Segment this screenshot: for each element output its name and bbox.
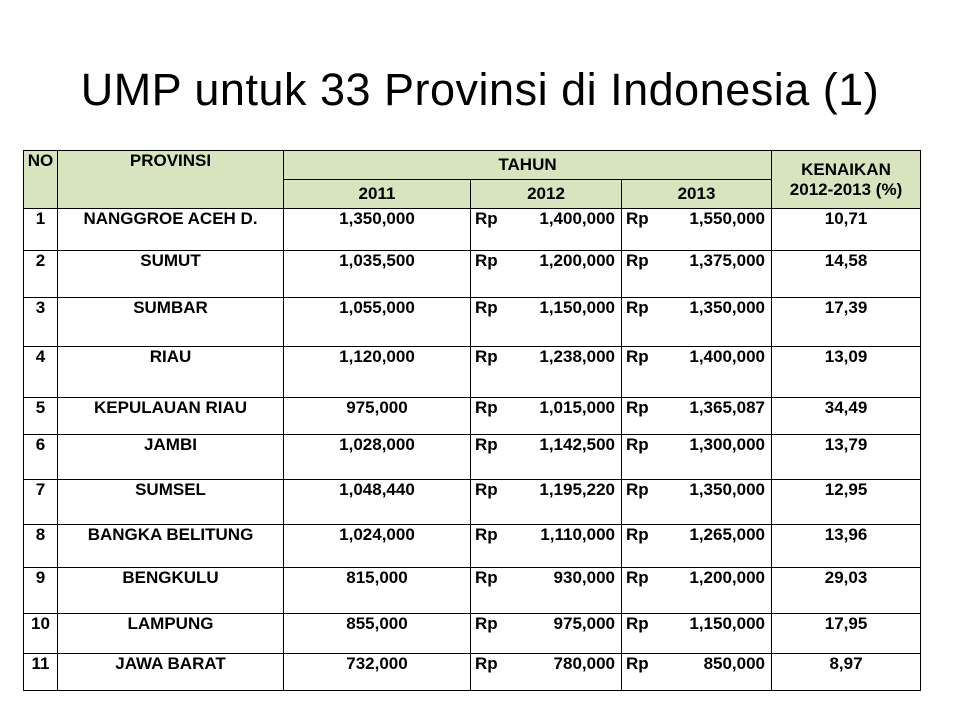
row-provinsi: LAMPUNG [58, 614, 284, 654]
currency-label: Rp [626, 480, 649, 499]
row-kenaikan: 17,95 [772, 614, 921, 654]
row-kenaikan: 17,39 [772, 298, 921, 347]
table-row [24, 525, 921, 568]
row-kenaikan: 34,49 [772, 398, 921, 435]
header-kenaikan-line2: 2012-2013 (%) [789, 179, 903, 199]
currency-label: Rp [475, 435, 498, 454]
header-provinsi: PROVINSI [58, 151, 284, 209]
header-year-2013: 2013 [622, 180, 772, 209]
row-no: 3 [24, 298, 58, 347]
row-2012 [471, 251, 622, 298]
header-year-2011: 2011 [284, 180, 471, 209]
ump-table [23, 150, 921, 691]
row-2011: 1,048,440 [284, 480, 471, 525]
row-2013 [622, 525, 772, 568]
value-2012: 975,000 [553, 614, 615, 633]
row-2011: 1,024,000 [284, 525, 471, 568]
row-2012 [471, 347, 622, 398]
table-row [24, 614, 921, 654]
row-2013 [622, 568, 772, 614]
row-no: 2 [24, 251, 58, 298]
currency-label: Rp [475, 654, 498, 673]
row-no: 1 [24, 209, 58, 251]
row-provinsi: RIAU [58, 347, 284, 398]
row-kenaikan: 10,71 [772, 209, 921, 251]
value-2012: 1,200,000 [539, 251, 615, 270]
row-kenaikan: 13,79 [772, 435, 921, 480]
row-provinsi: BENGKULU [58, 568, 284, 614]
table-row [24, 568, 921, 614]
currency-label: Rp [626, 398, 649, 417]
row-provinsi: SUMUT [58, 251, 284, 298]
row-2011: 855,000 [284, 614, 471, 654]
currency-label: Rp [626, 298, 649, 317]
currency-label: Rp [475, 298, 498, 317]
currency-label: Rp [626, 568, 649, 587]
header-year-2012: 2012 [471, 180, 622, 209]
row-2013 [622, 480, 772, 525]
value-2012: 1,195,220 [539, 480, 615, 499]
row-provinsi: SUMBAR [58, 298, 284, 347]
row-2011: 1,035,500 [284, 251, 471, 298]
row-provinsi: NANGGROE ACEH D. [58, 209, 284, 251]
row-2012 [471, 568, 622, 614]
currency-label: Rp [475, 398, 498, 417]
value-2013: 1,365,087 [689, 398, 766, 417]
row-2011: 975,000 [284, 398, 471, 435]
value-2013: 1,350,000 [689, 298, 766, 317]
table-row [24, 654, 921, 691]
value-2012: 1,015,000 [539, 398, 615, 417]
row-2012 [471, 398, 622, 435]
row-2012 [471, 614, 622, 654]
row-no: 10 [24, 614, 58, 654]
row-2011: 1,350,000 [284, 209, 471, 251]
row-2012 [471, 480, 622, 525]
row-2011: 1,055,000 [284, 298, 471, 347]
slide-title: UMP untuk 33 Provinsi di Indonesia (1) [80, 64, 880, 115]
value-2013: 1,150,000 [689, 614, 766, 633]
header-tahun: TAHUN [284, 151, 772, 180]
row-2013 [622, 347, 772, 398]
row-no: 7 [24, 480, 58, 525]
value-2013: 1,350,000 [689, 480, 766, 499]
row-kenaikan: 12,95 [772, 480, 921, 525]
table-row [24, 298, 921, 347]
row-2013 [622, 654, 772, 691]
currency-label: Rp [475, 568, 498, 587]
row-no: 8 [24, 525, 58, 568]
row-provinsi: KEPULAUAN RIAU [58, 398, 284, 435]
value-2013: 1,550,000 [689, 209, 766, 228]
value-2012: 780,000 [553, 654, 615, 673]
row-no: 11 [24, 654, 58, 691]
currency-label: Rp [475, 209, 498, 228]
value-2013: 1,375,000 [689, 251, 766, 270]
row-2012 [471, 298, 622, 347]
value-2013: 1,200,000 [689, 568, 766, 587]
row-provinsi: JAWA BARAT [58, 654, 284, 691]
row-2011: 1,028,000 [284, 435, 471, 480]
row-provinsi: SUMSEL [58, 480, 284, 525]
value-2013: 1,300,000 [689, 435, 766, 454]
table-row [24, 251, 921, 298]
row-2013 [622, 614, 772, 654]
row-2013 [622, 298, 772, 347]
value-2012: 1,150,000 [539, 298, 615, 317]
row-kenaikan: 13,96 [772, 525, 921, 568]
currency-label: Rp [475, 347, 498, 366]
table-row [24, 480, 921, 525]
row-2013 [622, 209, 772, 251]
currency-label: Rp [626, 251, 649, 270]
currency-label: Rp [475, 525, 498, 544]
row-no: 4 [24, 347, 58, 398]
row-2011: 732,000 [284, 654, 471, 691]
value-2012: 930,000 [553, 568, 615, 587]
row-kenaikan: 14,58 [772, 251, 921, 298]
currency-label: Rp [626, 209, 649, 228]
value-2013: 1,265,000 [689, 525, 766, 544]
row-kenaikan: 13,09 [772, 347, 921, 398]
table-row [24, 209, 921, 251]
currency-label: Rp [626, 654, 649, 673]
header-kenaikan-line1: KENAIKAN [801, 159, 891, 179]
value-2013: 850,000 [703, 654, 766, 673]
row-no: 9 [24, 568, 58, 614]
row-no: 6 [24, 435, 58, 480]
value-2013: 1,400,000 [689, 347, 766, 366]
row-2012 [471, 435, 622, 480]
row-no: 5 [24, 398, 58, 435]
row-kenaikan: 8,97 [772, 654, 921, 691]
header-no: NO [24, 151, 58, 209]
table-row [24, 398, 921, 435]
table-row [24, 347, 921, 398]
currency-label: Rp [475, 480, 498, 499]
currency-label: Rp [626, 435, 649, 454]
currency-label: Rp [475, 614, 498, 633]
row-provinsi: JAMBI [58, 435, 284, 480]
table-row [24, 435, 921, 480]
row-2013 [622, 435, 772, 480]
row-2011: 815,000 [284, 568, 471, 614]
row-2012 [471, 209, 622, 251]
currency-label: Rp [475, 251, 498, 270]
currency-label: Rp [626, 614, 649, 633]
header-kenaikan [772, 151, 921, 209]
value-2012: 1,238,000 [539, 347, 615, 366]
value-2012: 1,142,500 [539, 435, 615, 454]
row-2012 [471, 654, 622, 691]
row-2011: 1,120,000 [284, 347, 471, 398]
row-2012 [471, 525, 622, 568]
value-2012: 1,400,000 [539, 209, 615, 228]
value-2012: 1,110,000 [540, 525, 615, 544]
row-provinsi: BANGKA BELITUNG [58, 525, 284, 568]
currency-label: Rp [626, 347, 649, 366]
row-kenaikan: 29,03 [772, 568, 921, 614]
currency-label: Rp [626, 525, 649, 544]
row-2013 [622, 251, 772, 298]
row-2013 [622, 398, 772, 435]
